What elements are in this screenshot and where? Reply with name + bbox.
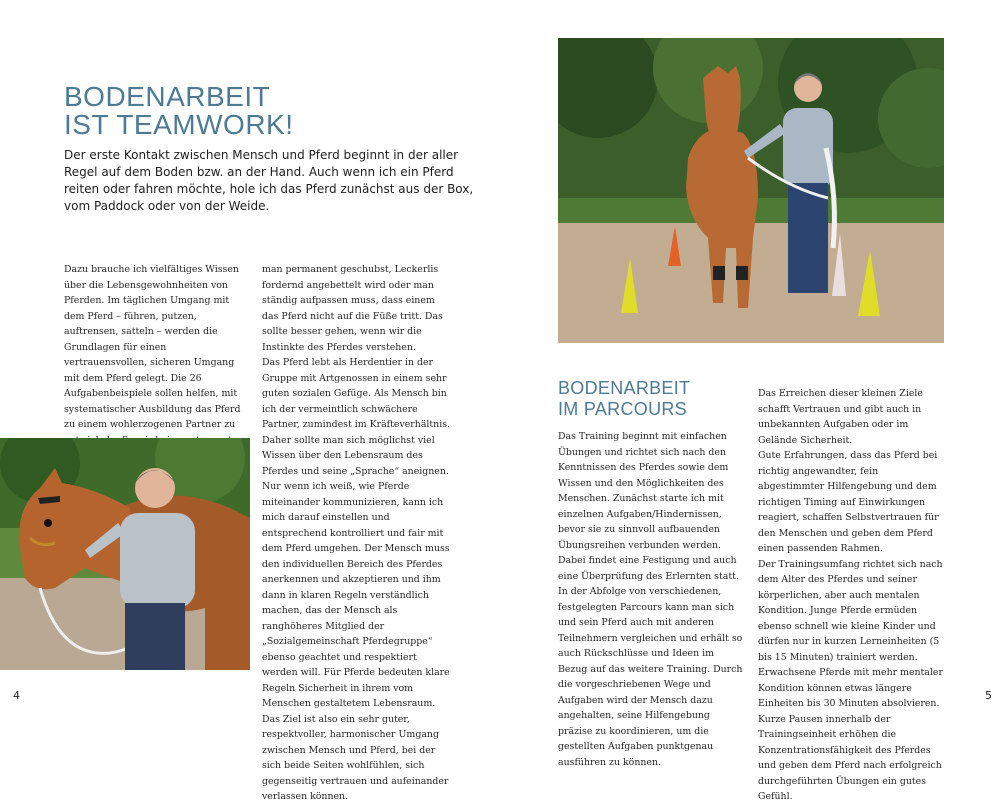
column-2-paragraph-1: man permanent geschubst, Leckerlis fordernd angebettelt wird oder man ständig aufpassen muss, dass einem das Pferd nicht auf die Füße tritt. Das sollte besser gehen, wenn wir die Instinkte des Pferdes verstehen. bbox=[262, 264, 443, 353]
column-3-paragraph-1: Das Training beginnt mit einfachen Übungen und richtet sich nach den Kenntnissen des Pferdes sowie dem Wissen und den Möglichkeiten des Menschen. Zunächst starte ich mit einzelnen Aufgaben/Hindernissen, bevor sie zu sinnvoll aufbauenden Übungsreihen verbunden werden. Dabei findet eine Festigung und auch eine Überprüfung des Erlernten statt. bbox=[558, 431, 739, 582]
intro-paragraph: Der erste Kontakt zwischen Mensch und Pferd beginnt in der aller Regel auf dem Boden bzw. an der Hand. Auch wenn ich ein Pferd reiten oder fahren möchte, hole ich das Pferd zunächst aus der Box, vom Paddock oder von der Weide. bbox=[64, 148, 474, 213]
column-1-paragraph: Dazu brauche ich vielfältiges Wissen über die Lebensgewohnheiten von Pferden. Im täglichen Umgang mit dem Pferd – führen, putzen, auftrensen, satteln – werden die Grundlagen für einen vertrauensvollen, sicheren Umgang mit dem Pferd gelegt. Die 26 Aufgabenbeispiele sollen helfen, mit systematischer Ausbildung das Pferd zu einem wohlerzogenen Partner zu bbox=[64, 264, 241, 430]
heading-line-1: BODENARBEIT bbox=[64, 81, 271, 112]
section-heading-line-1: BODENARBEIT bbox=[558, 378, 691, 398]
column-4-paragraph-2: Gute Erfahrungen, dass das Pferd bei richtig angewandter, fein abgestimmter Hilfengebung und dem richtigen Timing auf Einwirkungen reagiert, schaffen Selbstvertrauen für den Menschen und geben dem Pferd einen passenden Rahmen. bbox=[758, 450, 939, 554]
page-number-left: 4 bbox=[13, 689, 20, 702]
column-2-paragraph-2: Das Pferd lebt als Herdentier in der Gruppe mit Artgenossen in einem sehr guten sozialen Gefüge. Als Mensch bin ich der vermeintlich schwächere Partner, zumindest im Kräfteverhältnis. Daher sollte man sich möglichst viel Wissen über den Lebensraum des Pferdes und seine „Sprache“ aneignen. bbox=[262, 357, 451, 477]
section-heading-line-2: IM PARCOURS bbox=[558, 399, 687, 419]
photo-woman-petting-horse bbox=[0, 438, 250, 670]
text-column-4 bbox=[758, 386, 944, 805]
column-4-paragraph-3: Der Trainingsumfang richtet sich nach dem Alter des Pferdes und seiner körperlichen, aber auch mentalen Kondition. Junge Pferde ermüden ebenso schnell wie kleine Kinder und dürfen nur in kurzen Lerneinheiten (5 bis 15 Minuten) trainiert werden. Erwachsene Pferde mit mehr mentaler Kondition können etwas längere Einheiten bis 30 Minuten absolvieren. Kurze Pausen innerhalb der Trainingseinheit erhöhen die Konzentrationsfähigkeit des Pferdes und geben dem Pferd nach erfolgreich durchgeführten Übungen ein gutes Gefühl. bbox=[758, 558, 943, 802]
photo-woman-leading-horse bbox=[558, 38, 944, 343]
column-4-paragraph-1: Das Erreichen dieser kleinen Ziele schafft Vertrauen und gibt auch in unbekannten Aufgaben oder im Gelände Sicherheit. bbox=[758, 388, 923, 446]
section-heading bbox=[558, 378, 690, 420]
column-2-paragraph-3: Nur wenn ich weiß, wie Pferde miteinander kommunizieren, kann ich mich darauf einstellen und entsprechend kontrolliert und fair mit dem Pferd umgehen. Der Mensch muss den individuellen Bereich des Pferdes anerkennen und akzeptieren und ihm dann in klaren Regeln verständlich machen, das der Mensch als ranghöheres Mitglied der „Sozialgemeinschaft Pferdegruppe“ ebenso geachtet und respektiert werden will. Für Pferde bedeuten klare Regeln Sicherheit in ihrem vom Menschen gestaltetem Lebensraum. Das Ziel ist also ein sehr guter, respektvoller, harmonischer Umgang zwischen Mensch und Pferd, bei der sich beide Seiten wohlfühlen, sich gegenseitig vertrauen und aufeinander verlassen können. bbox=[262, 481, 450, 802]
heading-line-2: IST TEAMWORK! bbox=[64, 109, 294, 140]
main-heading bbox=[64, 83, 294, 139]
text-column-2 bbox=[262, 262, 450, 805]
column-3-paragraph-2: In der Abfolge von verschiedenen, festgelegten Parcours kann man sich und sein Pferd auch mit anderen Teilnehmern vergleichen und erhält so auch Rückschlüsse und Ideen im Bezug auf das weitere Training. Durch die vorgeschriebenen Wege und Aufgaben wird der Mensch dazu angehalten, seine Hilfengebung präzise zu koordinieren, um die gestellten Aufgaben punktgenau ausführen zu können. bbox=[558, 586, 743, 768]
page-number-right: 5 bbox=[985, 689, 992, 702]
text-column-3 bbox=[558, 429, 744, 770]
